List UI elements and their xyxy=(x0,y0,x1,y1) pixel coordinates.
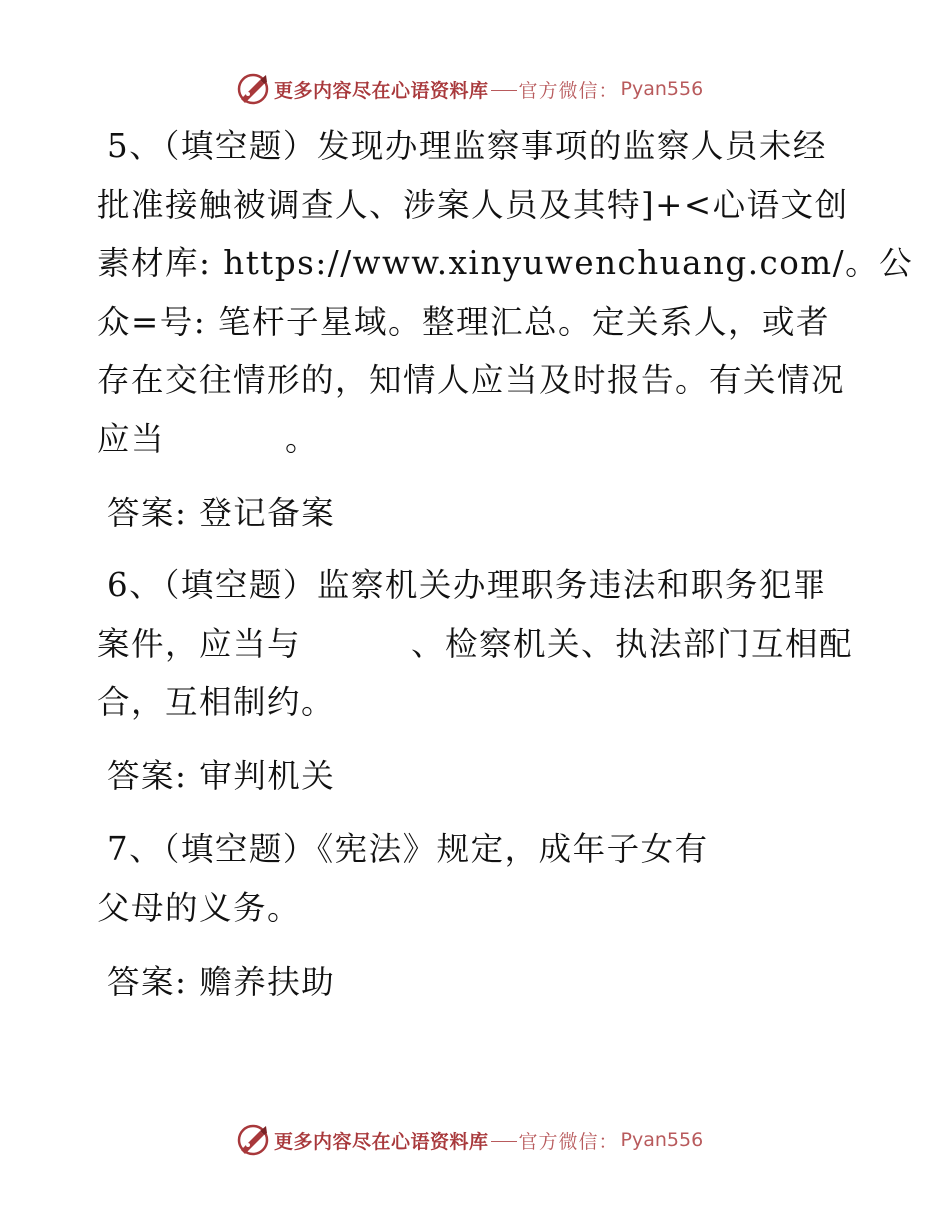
banner-official-label: 官方微信： xyxy=(518,1130,619,1153)
question-6 xyxy=(97,556,857,732)
question-text: 应当 xyxy=(97,419,166,458)
question-line-with-blank xyxy=(97,410,857,469)
question-line-with-blank xyxy=(97,615,857,674)
question-line: 合，互相制约。 xyxy=(97,683,336,721)
question-line: 6、（填空题）监察机关办理职务违法和职务犯罪 xyxy=(107,566,827,604)
banner-wechat-id: Pyan556 xyxy=(620,78,704,100)
question-line: 素材库: https://www.xinyuwenchuang.com/。公 xyxy=(97,244,914,282)
banner-wechat-id: Pyan556 xyxy=(620,1129,704,1151)
answer-6 xyxy=(97,747,857,806)
question-line: 父母的义务。 xyxy=(97,888,302,927)
answer-text: 答案: 审判机关 xyxy=(107,757,336,795)
question-text: 。 xyxy=(285,419,320,458)
answer-text: 答案: 赡养扶助 xyxy=(107,963,336,1001)
banner-official-label: 官方微信： xyxy=(518,79,619,102)
banner-dash xyxy=(491,1141,517,1142)
answer-7 xyxy=(97,953,857,1012)
banner-brand-text: 更多内容尽在心语资料库 xyxy=(274,1130,489,1153)
question-7 xyxy=(97,820,857,937)
pen-logo-icon xyxy=(236,72,270,106)
question-line: 批准接触被调查人、涉案人员及其特]+<心语文创 xyxy=(97,185,849,224)
pen-logo-icon xyxy=(236,1123,270,1157)
question-line: 存在交往情形的，知情人应当及时报告。有关情况 xyxy=(97,361,846,399)
question-text: 案件，应当与 xyxy=(97,624,302,663)
question-5 xyxy=(97,117,914,468)
banner-dash xyxy=(491,90,517,91)
footer-banner xyxy=(236,1123,703,1157)
question-line: 众=号: 笔杆子星域。整理汇总。定关系人，或者 xyxy=(97,302,831,341)
answer-5 xyxy=(97,484,857,543)
banner-brand-text: 更多内容尽在心语资料库 xyxy=(274,79,489,102)
header-banner xyxy=(236,72,703,106)
question-text: 、检察机关、执法部门互相配 xyxy=(411,624,854,663)
answer-text: 答案: 登记备案 xyxy=(107,494,336,532)
question-line: 5、（填空题）发现办理监察事项的监察人员未经 xyxy=(107,127,827,165)
question-line: 7、（填空题）《宪法》规定，成年子女有 xyxy=(107,830,709,868)
